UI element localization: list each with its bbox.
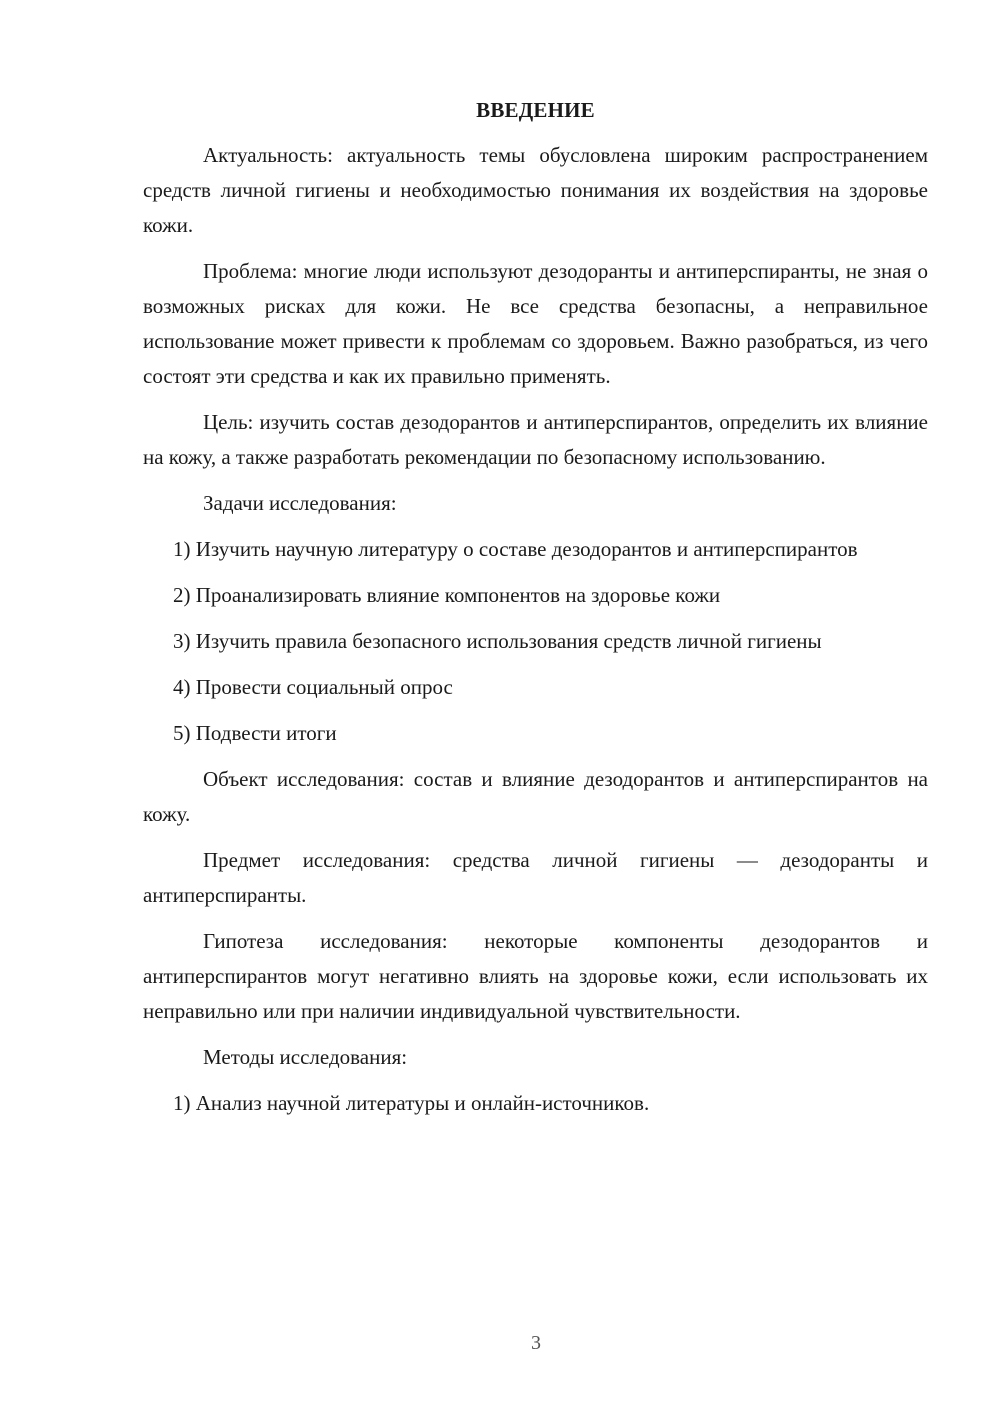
problem-paragraph: Проблема: многие люди используют дезодоранты и антиперспиранты, не зная о возможных рисках для кожи. Не все средства безопасны, а неправильное использование может привести к проблемам со здоровьем. Важно разобраться, из чего состоят эти средства и как их правильно применять.	[143, 259, 928, 388]
page-number: 3	[531, 1332, 541, 1354]
task-item-1: 1) Изучить научную литературу о составе дезодорантов и антиперспирантов	[173, 537, 858, 561]
goal-paragraph: Цель: изучить состав дезодорантов и антиперспирантов, определить их влияние на кожу, а также разработать рекомендации по безопасному использованию.	[143, 410, 928, 469]
section-title: ВВЕДЕНИЕ	[476, 98, 595, 122]
task-item-2: 2) Проанализировать влияние компонентов на здоровье кожи	[173, 583, 721, 607]
task-item-3: 3) Изучить правила безопасного использования средств личной гигиены	[173, 629, 822, 653]
task-item-5: 5) Подвести итоги	[173, 721, 337, 745]
method-item-1: 1) Анализ научной литературы и онлайн-источников.	[173, 1091, 650, 1115]
relevance-paragraph: Актуальность: актуальность темы обусловлена широким распространением средств личной гигиены и необходимостью понимания их воздействия на здоровье кожи.	[143, 143, 928, 237]
tasks-heading: Задачи исследования:	[203, 491, 397, 515]
object-paragraph: Объект исследования: состав и влияние дезодорантов и антиперспирантов на кожу.	[143, 767, 928, 826]
subject-paragraph: Предмет исследования: средства личной гигиены — дезодоранты и антиперспиранты.	[143, 848, 928, 907]
hypothesis-paragraph: Гипотеза исследования: некоторые компоненты дезодорантов и антиперспирантов могут негативно влиять на здоровье кожи, если использовать их неправильно или при наличии индивидуальной чувствительности.	[143, 929, 928, 1023]
document-page	[143, 93, 928, 1132]
methods-heading: Методы исследования:	[203, 1045, 408, 1069]
task-item-4: 4) Провести социальный опрос	[173, 675, 453, 699]
